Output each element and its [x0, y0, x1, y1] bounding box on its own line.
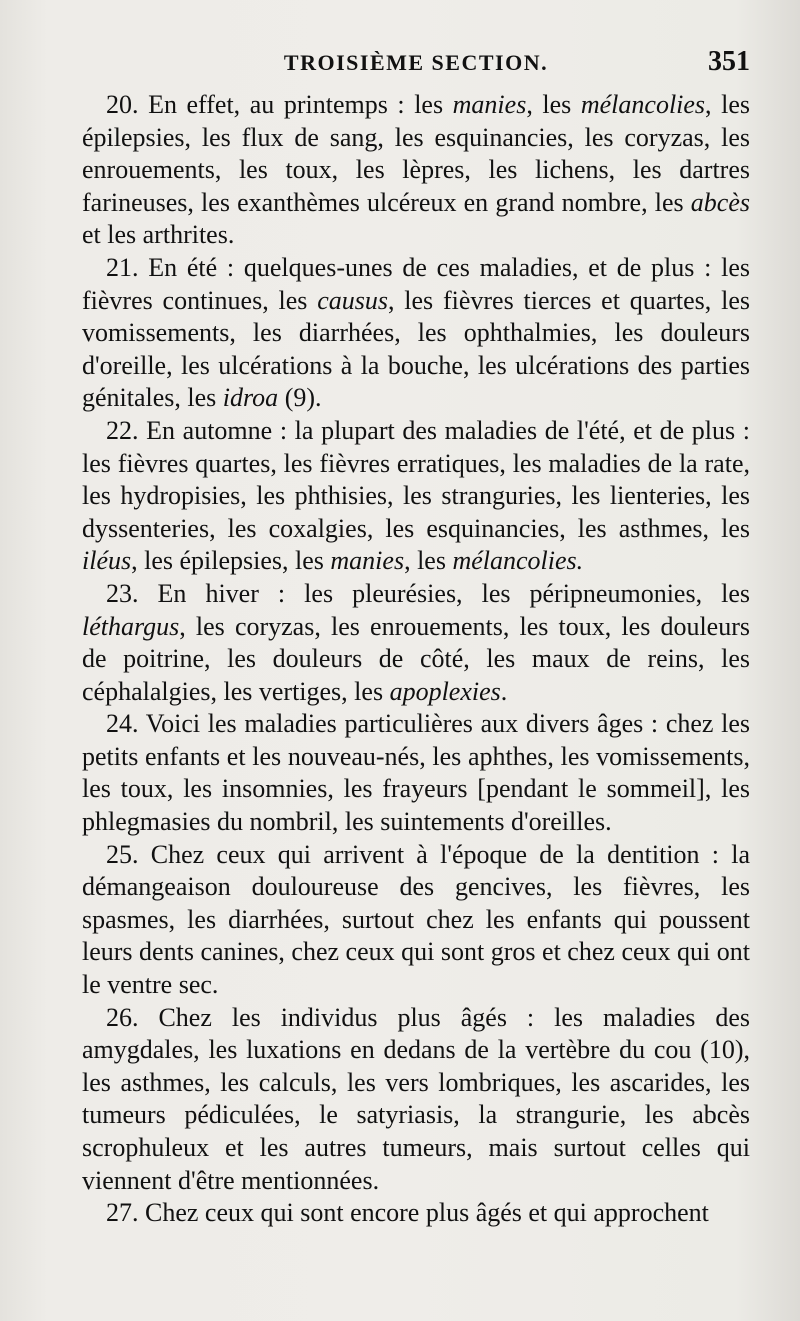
- italic-term: léthargus: [82, 611, 180, 641]
- italic-term: abcès: [690, 187, 750, 217]
- running-title: TROISIÈME SECTION.: [283, 50, 549, 75]
- text-segment: , les épilepsies, les: [131, 546, 331, 576]
- text-segment: 24. Voici les maladies particulières aux divers âges : chez les petits enfants et les nouveau-nés, les aphthes, les vomissements, les toux, les insomnies, les frayeurs [pendant le sommeil], les phlegmasies du nombril, les suintements d'oreilles.: [82, 709, 750, 837]
- page-number: 351: [708, 46, 750, 77]
- text-segment: 20. En effet, au printemps : les: [106, 90, 453, 119]
- paragraph: [82, 839, 750, 1002]
- italic-term: mélancolies: [580, 90, 706, 119]
- italic-term: iléus: [82, 546, 132, 576]
- italic-term: causus: [317, 285, 388, 315]
- italic-term: idroa: [222, 383, 279, 413]
- italic-term: manies: [452, 90, 527, 119]
- text-segment: , les: [404, 546, 453, 576]
- text-segment: 22. En automne : la plupart des maladies de l'été, et de plus : les fièvres quartes, les fièvres erratiques, les maladies de la rate, les hydropisies, les phthisies, les stranguries, les lienteries, les dyssenteries, les coxalgies, les esquinancies, les asthmes, les: [82, 415, 750, 543]
- text-segment: (9).: [278, 383, 322, 413]
- text-segment: , les épilepsies, les flux de sang, les esquinancies, les coryzas, les enrouements, les toux, les lèpres, les lichens, les dartres farineuses, les exanthèmes ulcéreux en grand nombre, les: [82, 90, 750, 217]
- page-header: [82, 46, 750, 82]
- italic-term: manies: [330, 546, 405, 576]
- paragraph: [82, 415, 750, 578]
- text-segment: .: [500, 676, 508, 706]
- text-segment: 21. En été : quelques-unes de ces maladies, et de plus : les fièvres continues, les: [82, 252, 750, 315]
- text-segment: et les arthrites.: [82, 220, 235, 250]
- body-text: [82, 89, 750, 1230]
- text-segment: , les fièvres tierces et quartes, les vomissements, les diarrhées, les ophthalmies, les douleurs d'oreille, les ulcérations à la bouche, les ulcérations des parties génitales, les: [82, 285, 750, 413]
- italic-term: mélancolies.: [452, 546, 584, 576]
- paragraph: [82, 1197, 750, 1230]
- paragraph: [82, 708, 750, 838]
- text-segment: 26. Chez les individus plus âgés : les maladies des amygdales, les luxations en dedans de la vertèbre du cou (10), les asthmes, les calculs, les vers lombriques, les ascarides, les tumeurs pédiculées, le satyriasis, la strangurie, les abcès scrophuleux et les autres tumeurs, mais surtout celles qui viennent d'être mentionnées.: [82, 1002, 750, 1195]
- text-segment: , les: [526, 90, 581, 119]
- paragraph: [82, 1002, 750, 1198]
- text-segment: 23. En hiver : les pleurésies, les péripneumonies, les: [106, 578, 750, 608]
- italic-term: apoplexies: [389, 676, 501, 706]
- paragraph: [82, 578, 750, 708]
- paragraph: [82, 252, 750, 415]
- text-segment: 25. Chez ceux qui arrivent à l'époque de la dentition : la démangeaison douloureuse des gencives, les fièvres, les spasmes, les diarrhées, surtout chez les enfants qui poussent leurs dents canines, chez ceux qui sont gros et chez ceux qui ont le ventre sec.: [82, 839, 750, 1000]
- paragraph: [82, 89, 750, 252]
- text-segment: 27. Chez ceux qui sont encore plus âgés et qui approchent: [106, 1198, 709, 1228]
- text-segment: , les coryzas, les enrouements, les toux, les douleurs de poitrine, les douleurs de côté, les maux de reins, les céphalalgies, les vertiges, les: [82, 611, 750, 706]
